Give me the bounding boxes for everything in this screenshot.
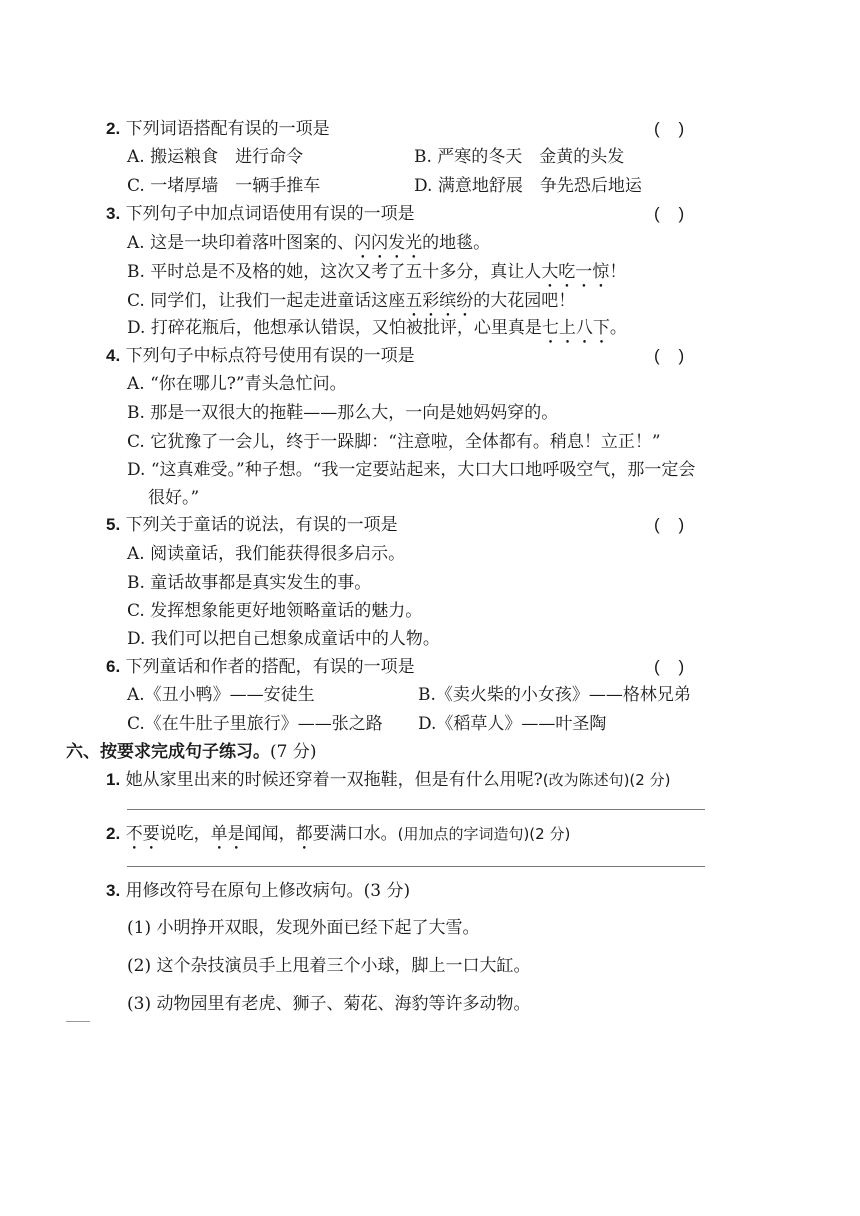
sentence-task-2 bbox=[106, 824, 570, 854]
question-3-stem bbox=[106, 204, 415, 224]
question-number: 3. bbox=[106, 881, 121, 900]
option-text: 。 bbox=[609, 318, 627, 338]
question-number: 1. bbox=[106, 770, 121, 789]
dotted-word: 都 bbox=[295, 824, 313, 844]
faulty-sentence-3[interactable]: (3) 动物园里有老虎、狮子、菊花、海豹等许多动物。 bbox=[127, 994, 531, 1014]
question-6-stem bbox=[106, 657, 415, 677]
dotted-word: 单是 bbox=[210, 824, 245, 844]
option-d[interactable]: D.《稻草人》——叶圣陶 bbox=[418, 714, 607, 734]
option-d[interactable]: D. 我们可以把自己想象成童话中的人物。 bbox=[127, 629, 440, 649]
answer-parentheses[interactable]: ( ) bbox=[654, 204, 685, 223]
option-d-continued: 很好。” bbox=[148, 488, 200, 508]
option-b[interactable]: B.《卖火柴的小女孩》——格林兄弟 bbox=[418, 685, 691, 705]
question-text: 她从家里出来的时候还穿着一双拖鞋，但是有什么用呢? bbox=[125, 770, 543, 790]
option-b[interactable] bbox=[127, 262, 626, 292]
section-heading bbox=[66, 742, 316, 762]
question-number: 5. bbox=[106, 515, 121, 534]
option-c[interactable]: C. 一堵厚墙 一辆手推车 bbox=[127, 176, 321, 196]
option-a[interactable]: A.《丑小鸭》——安徒生 bbox=[127, 685, 315, 705]
option-text: 的大花园吧！ bbox=[473, 291, 576, 311]
question-text: 闻闻， bbox=[244, 824, 296, 844]
question-number: 2. bbox=[106, 824, 121, 843]
question-text: 下列句子中标点符号使用有误的一项是 bbox=[125, 346, 415, 366]
option-b[interactable]: B. 严寒的冬天 金黄的头发 bbox=[414, 147, 625, 167]
answer-parentheses[interactable]: ( ) bbox=[654, 119, 685, 138]
option-c[interactable]: C. 它犹豫了一会儿，终于一跺脚：“注意啦，全体都有。稍息！立正！” bbox=[127, 432, 661, 452]
section-score: (7 分) bbox=[270, 742, 317, 762]
option-d[interactable] bbox=[127, 318, 627, 348]
dotted-word: 闪闪发光 bbox=[354, 233, 423, 253]
sentence-task-1 bbox=[106, 770, 670, 790]
question-text: 下列词语搭配有误的一项是 bbox=[125, 119, 330, 139]
option-text: 的地毯。 bbox=[422, 233, 491, 253]
task-requirement: (用加点的字词造句)(2 分) bbox=[397, 825, 571, 843]
answer-parentheses[interactable]: ( ) bbox=[654, 346, 685, 365]
option-b[interactable]: B. 童话故事都是真实发生的事。 bbox=[127, 573, 372, 593]
faulty-sentence-1[interactable]: (1) 小明挣开双眼，发现外面已经下起了大雪。 bbox=[127, 918, 480, 938]
margin-mark bbox=[66, 1021, 90, 1022]
answer-line[interactable] bbox=[127, 866, 705, 867]
option-text: C. 同学们，让我们一起走进童话这座 bbox=[127, 291, 406, 311]
dotted-word: 不要 bbox=[125, 824, 160, 844]
question-4-stem bbox=[106, 346, 415, 366]
sentence-task-3 bbox=[106, 881, 410, 901]
question-number: 6. bbox=[106, 657, 121, 676]
option-a[interactable]: A. 搬运粮食 进行命令 bbox=[127, 147, 304, 167]
question-number: 4. bbox=[106, 346, 121, 365]
dotted-word: 五彩缤纷 bbox=[405, 291, 474, 311]
task-requirement: (改为陈述句)(2 分) bbox=[542, 771, 671, 789]
option-a[interactable]: A. “你在哪儿?”青头急忙问。 bbox=[127, 374, 347, 394]
section-title: 六、按要求完成句子练习。 bbox=[66, 742, 270, 762]
dotted-word: 七上八下 bbox=[541, 318, 610, 338]
question-number: 3. bbox=[106, 204, 121, 223]
question-text: 下列童话和作者的搭配，有误的一项是 bbox=[125, 657, 415, 677]
answer-line[interactable] bbox=[127, 809, 705, 810]
option-d[interactable]: D. 满意地舒展 争先恐后地运 bbox=[414, 176, 642, 196]
question-5-stem bbox=[106, 515, 398, 535]
question-text: 用修改符号在原句上修改病句。(3 分) bbox=[125, 881, 411, 901]
option-text: B. 平时总是不及格的她，这次又考了五十多分，真让人 bbox=[127, 262, 542, 282]
option-text: A. 这是一块印着落叶图案的、 bbox=[127, 233, 355, 253]
option-d[interactable]: D. “这真难受。”种子想。“我一定要站起来，大口大口地呼吸空气，那一定会 bbox=[127, 460, 696, 480]
option-a[interactable] bbox=[127, 233, 490, 263]
option-c[interactable] bbox=[127, 291, 575, 321]
question-2-stem bbox=[106, 119, 330, 139]
question-text: 下列关于童话的说法，有误的一项是 bbox=[125, 515, 398, 535]
option-text: D. 打碎花瓶后，他想承认错误，又怕被批评，心里真是 bbox=[127, 318, 542, 338]
option-c[interactable]: C.《在牛肚子里旅行》——张之路 bbox=[127, 714, 383, 734]
question-text: 说吃， bbox=[159, 824, 211, 844]
option-a[interactable]: A. 阅读童话，我们能获得很多启示。 bbox=[127, 544, 406, 564]
question-number: 2. bbox=[106, 119, 121, 138]
dotted-word: 大吃一惊 bbox=[541, 262, 610, 282]
question-text: 要满口水。 bbox=[312, 824, 398, 844]
faulty-sentence-2[interactable]: (2) 这个杂技演员手上甩着三个小球，脚上一口大缸。 bbox=[127, 956, 531, 976]
question-text: 下列句子中加点词语使用有误的一项是 bbox=[125, 204, 415, 224]
option-text: ！ bbox=[609, 262, 627, 282]
option-b[interactable]: B. 那是一双很大的拖鞋——那么大，一向是她妈妈穿的。 bbox=[127, 403, 559, 423]
answer-parentheses[interactable]: ( ) bbox=[654, 657, 685, 676]
answer-parentheses[interactable]: ( ) bbox=[654, 515, 685, 534]
option-c[interactable]: C. 发挥想象能更好地领略童话的魅力。 bbox=[127, 601, 423, 621]
